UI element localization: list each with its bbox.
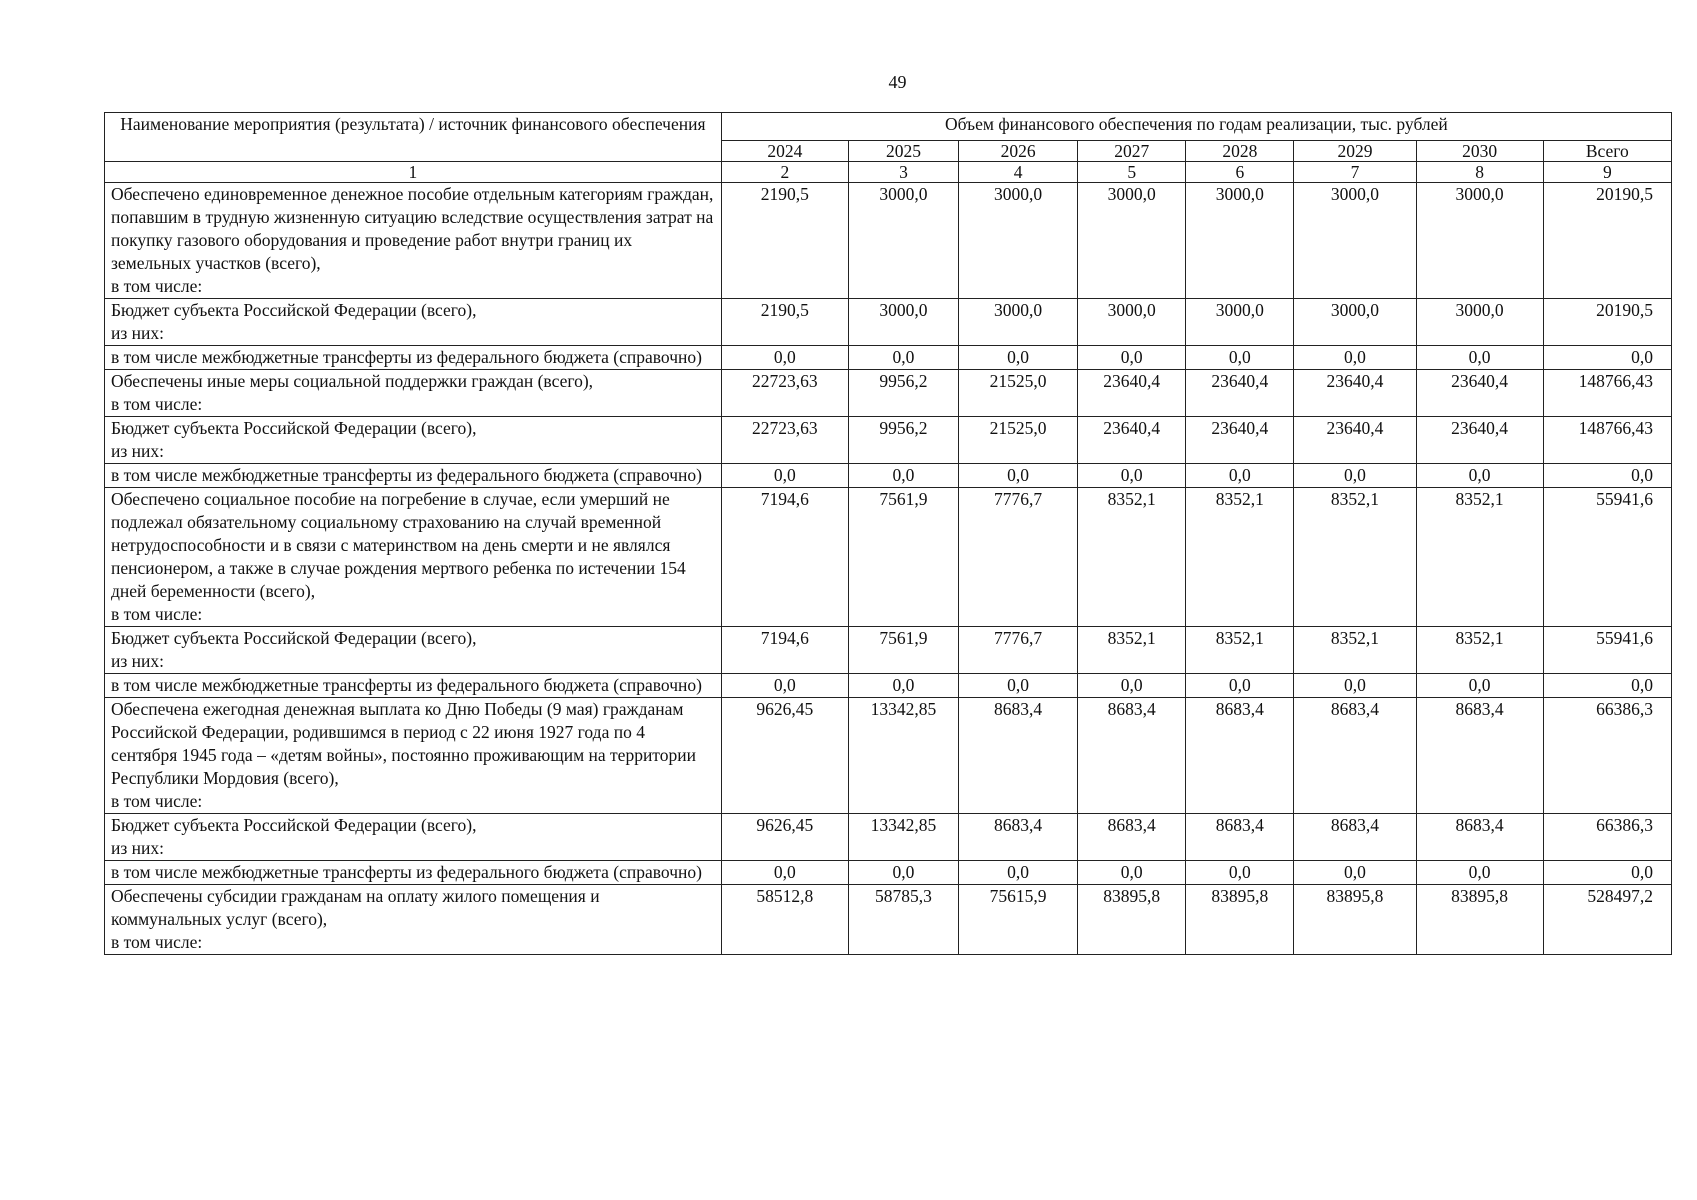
row-value-cell: 8683,4 xyxy=(959,814,1078,861)
table-row xyxy=(105,346,1672,370)
row-value-cell: 0,0 xyxy=(848,674,958,698)
row-total-cell: 55941,6 xyxy=(1543,488,1671,627)
row-name-cell: Обеспечено единовременное денежное пособие отдельным категориям граждан, попавшим в трудную жизненную ситуацию вследствие осуществления затрат на покупку газового оборудования и проведение работ внутри границ их земельных участков (всего), в том числе: xyxy=(105,183,722,299)
column-number-cell: 2 xyxy=(721,162,848,183)
row-value-cell: 8352,1 xyxy=(1416,488,1543,627)
row-value-cell: 3000,0 xyxy=(1294,299,1416,346)
row-value-cell: 8683,4 xyxy=(1186,814,1294,861)
row-name-cell: Бюджет субъекта Российской Федерации (всего), из них: xyxy=(105,417,722,464)
row-value-cell: 0,0 xyxy=(1294,674,1416,698)
row-name-cell: Обеспечены иные меры социальной поддержки граждан (всего), в том числе: xyxy=(105,370,722,417)
header-group-cell: Объем финансового обеспечения по годам реализации, тыс. рублей xyxy=(721,113,1671,141)
table-row xyxy=(105,488,1672,627)
row-value-cell: 3000,0 xyxy=(1078,299,1186,346)
row-value-cell: 0,0 xyxy=(848,346,958,370)
row-value-cell: 3000,0 xyxy=(1186,183,1294,299)
header-year-cell: 2030 xyxy=(1416,141,1543,162)
row-name-cell: Обеспечена ежегодная денежная выплата ко Дню Победы (9 мая) гражданам Российской Федерации, родившимся в период с 22 июня 1927 года по 4 сентября 1945 года – «детям войны», постоянно проживающим на территории Республики Мордовия (всего), в том числе: xyxy=(105,698,722,814)
row-value-cell: 7561,9 xyxy=(848,488,958,627)
table-row xyxy=(105,370,1672,417)
column-number-cell: 8 xyxy=(1416,162,1543,183)
row-value-cell: 23640,4 xyxy=(1186,370,1294,417)
row-value-cell: 2190,5 xyxy=(721,183,848,299)
table-row xyxy=(105,698,1672,814)
row-value-cell: 8352,1 xyxy=(1078,488,1186,627)
row-value-cell: 0,0 xyxy=(959,674,1078,698)
header-year-cell: 2029 xyxy=(1294,141,1416,162)
row-name-cell: Обеспечены субсидии гражданам на оплату жилого помещения и коммунальных услуг (всего), в том числе: xyxy=(105,885,722,955)
row-total-cell: 0,0 xyxy=(1543,346,1671,370)
row-value-cell: 8352,1 xyxy=(1416,627,1543,674)
row-value-cell: 0,0 xyxy=(959,861,1078,885)
row-value-cell: 75615,9 xyxy=(959,885,1078,955)
row-value-cell: 8683,4 xyxy=(1078,814,1186,861)
row-total-cell: 148766,43 xyxy=(1543,417,1671,464)
row-value-cell: 0,0 xyxy=(848,464,958,488)
row-value-cell: 8352,1 xyxy=(1078,627,1186,674)
table-row xyxy=(105,674,1672,698)
table-body xyxy=(105,183,1672,955)
row-value-cell: 2190,5 xyxy=(721,299,848,346)
table-row xyxy=(105,885,1672,955)
row-total-cell: 0,0 xyxy=(1543,464,1671,488)
row-name-cell: Обеспечено социальное пособие на погребение в случае, если умерший не подлежал обязательному социальному страхованию на случай временной нетрудоспособности и в связи с материнством на день смерти и не являлся пенсионером, а также в случае рождения мертвого ребенка по истечении 154 дней беременности (всего), в том числе: xyxy=(105,488,722,627)
table-row xyxy=(105,417,1672,464)
row-name-cell: Бюджет субъекта Российской Федерации (всего), из них: xyxy=(105,814,722,861)
row-value-cell: 22723,63 xyxy=(721,417,848,464)
header-year-cell: 2027 xyxy=(1078,141,1186,162)
row-value-cell: 3000,0 xyxy=(1416,299,1543,346)
row-value-cell: 3000,0 xyxy=(848,183,958,299)
row-value-cell: 58512,8 xyxy=(721,885,848,955)
row-value-cell: 8352,1 xyxy=(1186,627,1294,674)
row-value-cell: 7194,6 xyxy=(721,488,848,627)
row-value-cell: 0,0 xyxy=(1078,861,1186,885)
table-header xyxy=(105,113,1672,183)
financing-table xyxy=(104,112,1672,955)
row-value-cell: 0,0 xyxy=(1186,464,1294,488)
column-number-cell: 7 xyxy=(1294,162,1416,183)
page-number: 49 xyxy=(888,72,907,92)
row-value-cell: 0,0 xyxy=(1416,674,1543,698)
row-value-cell: 0,0 xyxy=(1294,346,1416,370)
header-year-cell: 2024 xyxy=(721,141,848,162)
row-total-cell: 20190,5 xyxy=(1543,183,1671,299)
row-value-cell: 9956,2 xyxy=(848,417,958,464)
row-value-cell: 0,0 xyxy=(721,674,848,698)
row-value-cell: 8683,4 xyxy=(1186,698,1294,814)
table-row xyxy=(105,464,1672,488)
row-value-cell: 0,0 xyxy=(1294,861,1416,885)
row-value-cell: 3000,0 xyxy=(959,183,1078,299)
table-row xyxy=(105,299,1672,346)
row-value-cell: 8352,1 xyxy=(1294,488,1416,627)
row-value-cell: 8683,4 xyxy=(1416,814,1543,861)
row-value-cell: 0,0 xyxy=(959,464,1078,488)
row-value-cell: 8683,4 xyxy=(1294,698,1416,814)
row-total-cell: 0,0 xyxy=(1543,674,1671,698)
row-value-cell: 0,0 xyxy=(1078,674,1186,698)
row-value-cell: 0,0 xyxy=(1186,346,1294,370)
row-value-cell: 0,0 xyxy=(1416,861,1543,885)
column-number-row xyxy=(105,162,1672,183)
row-value-cell: 83895,8 xyxy=(1078,885,1186,955)
row-total-cell: 20190,5 xyxy=(1543,299,1671,346)
row-value-cell: 0,0 xyxy=(1294,464,1416,488)
header-row-top xyxy=(105,113,1672,141)
row-value-cell: 23640,4 xyxy=(1294,370,1416,417)
table-row xyxy=(105,861,1672,885)
row-value-cell: 58785,3 xyxy=(848,885,958,955)
row-value-cell: 8683,4 xyxy=(1416,698,1543,814)
row-value-cell: 23640,4 xyxy=(1186,417,1294,464)
row-name-cell: в том числе межбюджетные трансферты из федерального бюджета (справочно) xyxy=(105,674,722,698)
column-number-cell: 9 xyxy=(1543,162,1671,183)
row-value-cell: 3000,0 xyxy=(1186,299,1294,346)
column-number-cell: 5 xyxy=(1078,162,1186,183)
row-value-cell: 8352,1 xyxy=(1294,627,1416,674)
row-value-cell: 8683,4 xyxy=(959,698,1078,814)
row-value-cell: 3000,0 xyxy=(959,299,1078,346)
row-value-cell: 8352,1 xyxy=(1186,488,1294,627)
header-year-cell: 2025 xyxy=(848,141,958,162)
row-value-cell: 0,0 xyxy=(1416,346,1543,370)
row-value-cell: 23640,4 xyxy=(1078,370,1186,417)
row-value-cell: 0,0 xyxy=(721,346,848,370)
row-value-cell: 23640,4 xyxy=(1078,417,1186,464)
row-value-cell: 3000,0 xyxy=(1416,183,1543,299)
row-value-cell: 83895,8 xyxy=(1294,885,1416,955)
row-value-cell: 83895,8 xyxy=(1186,885,1294,955)
row-value-cell: 9626,45 xyxy=(721,698,848,814)
row-value-cell: 23640,4 xyxy=(1416,370,1543,417)
row-total-cell: 528497,2 xyxy=(1543,885,1671,955)
column-number-cell: 4 xyxy=(959,162,1078,183)
header-year-cell: 2026 xyxy=(959,141,1078,162)
header-name-cell: Наименование мероприятия (результата) / источник финансового обеспечения xyxy=(105,113,722,162)
header-total-cell: Всего xyxy=(1543,141,1671,162)
row-value-cell: 9956,2 xyxy=(848,370,958,417)
row-total-cell: 66386,3 xyxy=(1543,698,1671,814)
row-value-cell: 23640,4 xyxy=(1416,417,1543,464)
row-value-cell: 3000,0 xyxy=(1078,183,1186,299)
row-value-cell: 13342,85 xyxy=(848,698,958,814)
row-value-cell: 3000,0 xyxy=(848,299,958,346)
row-name-cell: в том числе межбюджетные трансферты из федерального бюджета (справочно) xyxy=(105,861,722,885)
row-value-cell: 7776,7 xyxy=(959,627,1078,674)
row-value-cell: 0,0 xyxy=(1186,861,1294,885)
row-total-cell: 148766,43 xyxy=(1543,370,1671,417)
row-value-cell: 0,0 xyxy=(848,861,958,885)
row-value-cell: 0,0 xyxy=(1078,346,1186,370)
column-number-cell: 1 xyxy=(105,162,722,183)
row-value-cell: 8683,4 xyxy=(1078,698,1186,814)
table-row xyxy=(105,627,1672,674)
row-total-cell: 55941,6 xyxy=(1543,627,1671,674)
row-value-cell: 0,0 xyxy=(959,346,1078,370)
row-name-cell: Бюджет субъекта Российской Федерации (всего), из них: xyxy=(105,299,722,346)
row-value-cell: 21525,0 xyxy=(959,417,1078,464)
row-value-cell: 22723,63 xyxy=(721,370,848,417)
column-number-cell: 6 xyxy=(1186,162,1294,183)
row-value-cell: 0,0 xyxy=(721,464,848,488)
table-row xyxy=(105,183,1672,299)
row-value-cell: 0,0 xyxy=(1186,674,1294,698)
row-value-cell: 23640,4 xyxy=(1294,417,1416,464)
row-value-cell: 9626,45 xyxy=(721,814,848,861)
row-value-cell: 7194,6 xyxy=(721,627,848,674)
table-row xyxy=(105,814,1672,861)
row-name-cell: в том числе межбюджетные трансферты из федерального бюджета (справочно) xyxy=(105,464,722,488)
row-total-cell: 66386,3 xyxy=(1543,814,1671,861)
row-name-cell: Бюджет субъекта Российской Федерации (всего), из них: xyxy=(105,627,722,674)
column-number-cell: 3 xyxy=(848,162,958,183)
row-value-cell: 83895,8 xyxy=(1416,885,1543,955)
row-value-cell: 8683,4 xyxy=(1294,814,1416,861)
row-name-cell: в том числе межбюджетные трансферты из федерального бюджета (справочно) xyxy=(105,346,722,370)
row-total-cell: 0,0 xyxy=(1543,861,1671,885)
header-year-cell: 2028 xyxy=(1186,141,1294,162)
row-value-cell: 0,0 xyxy=(1416,464,1543,488)
row-value-cell: 0,0 xyxy=(1078,464,1186,488)
row-value-cell: 21525,0 xyxy=(959,370,1078,417)
row-value-cell: 0,0 xyxy=(721,861,848,885)
row-value-cell: 13342,85 xyxy=(848,814,958,861)
row-value-cell: 7776,7 xyxy=(959,488,1078,627)
row-value-cell: 3000,0 xyxy=(1294,183,1416,299)
row-value-cell: 7561,9 xyxy=(848,627,958,674)
